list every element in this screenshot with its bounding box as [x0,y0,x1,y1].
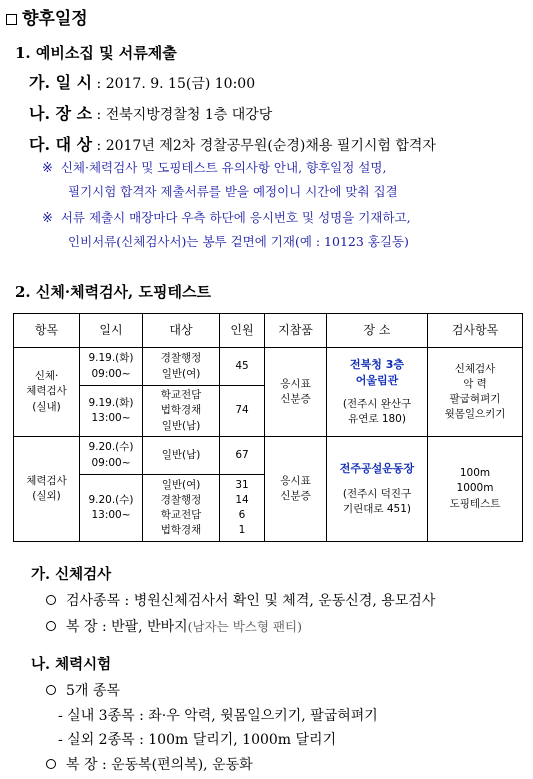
cell-line: 9.20.(수) [88,441,134,454]
cell-line: 도핑테스트 [449,497,501,510]
date-line [29,70,255,93]
cell-line: 9.19.(화) [88,396,134,409]
count-cell: 67 [220,437,265,475]
item-text: 검사종목 : 병원신체검사서 확인 및 체격, 운동신경, 용모검사 [66,593,436,609]
cell-line: 13:00~ [91,412,131,424]
date-label: 가. 일 시 [29,73,93,92]
target-value: : 2017년 제2차 경찰공무원(순경)채용 필기시험 합격자 [96,138,436,154]
item-text: 복 장 : 반팔, 반바지 [66,619,188,635]
date-cell [80,437,143,475]
cell-line: (실외) [32,490,61,502]
note-text: 신체·체력검사 및 도핑테스트 유의사항 안내, 향후일정 설명, [60,160,387,175]
cell-line: 응시표 [280,377,311,390]
na-events [46,680,120,700]
na-sub-2: - 실외 2종목 : 100m 달리기, 1000m 달리기 [58,732,337,748]
table-row [14,437,523,475]
bullet-circle-icon [46,595,56,605]
ga-item-1 [46,590,435,610]
cell-line: 학교전담 [160,509,202,521]
cell-line: 14 [235,493,249,506]
place-name: 어울림관 [355,373,399,387]
item-cell [14,348,80,437]
cell-line: 6 [238,509,246,521]
item-note: (남자는 박스형 팬티) [187,619,302,634]
note-1-line-1 [42,158,386,176]
date-cell [80,475,143,542]
cell-line: (실내) [32,400,61,413]
cell-line: 경찰행정 [160,493,202,506]
schedule-table [13,313,523,542]
note-2-line-2: 인비서류(신체검사서)는 봉투 겉면에 기재(예 : 10123 홍길동) [68,234,409,249]
cell-line: 09:00~ [91,367,131,380]
na-attire [46,754,253,774]
target-cell: 일반(남) [143,437,220,475]
target-cell [143,475,220,542]
cell-line: 체력검사 [26,474,67,487]
cell-line: 1 [238,524,246,537]
target-label: 다. 대 상 [29,135,93,154]
tests-cell [428,348,523,437]
cell-line: 일반(여) [161,367,201,380]
checkbox-square-icon [6,14,17,25]
cell-line: 9.19.(화) [88,352,134,365]
section1-heading: 1. 예비소집 및 서류제출 [15,44,177,62]
table-header-row [14,314,523,348]
place-label: 나. 장 소 [29,104,93,123]
date-cell [80,386,143,437]
cell-line: 31 [235,478,249,491]
col-header: 검사항목 [428,314,523,348]
place-name: 전북청 3층 [350,357,404,371]
note-2-line-1 [42,208,411,226]
bullet-circle-icon [46,759,56,769]
target-line [29,132,436,155]
bring-cell [265,348,327,437]
cell-line: 신분증 [280,490,311,502]
cell-line: 팔굽혀펴기 [449,393,501,405]
cell-line: 법학경채 [160,524,202,537]
note-1-line-2: 필기시험 합격자 제출서류를 받을 예정이니 시간에 맞춰 집결 [68,184,398,199]
section2-heading: 2. 신체·체력검사, 도핑테스트 [15,283,211,301]
col-header: 장 소 [327,314,428,348]
subsection-na-heading: 나. 체력시험 [31,656,112,673]
cell-line: 100m [459,467,491,480]
cell-line: 09:00~ [91,456,131,469]
cell-line: 응시표 [280,474,311,487]
col-header: 항목 [14,314,80,348]
place-name: 전주공설운동장 [339,461,415,475]
cell-line: 1000m [456,482,494,495]
cell-line: 악 력 [463,377,487,390]
col-header: 대상 [143,314,220,348]
page-title: 향후일정 [22,9,88,29]
ga-item-2 [46,616,302,636]
target-cell [143,386,220,437]
place-cell [327,348,428,437]
item-text: 5개 종목 [66,683,120,699]
date-cell [80,348,143,386]
reference-mark-icon: ※ [42,161,53,176]
place-value: : 전북지방경찰청 1층 대강당 [96,107,273,123]
count-cell: 45 [220,348,265,386]
cell-line: 경찰행정 [160,352,202,365]
cell-line: 학교전담 [160,389,202,402]
tests-cell [428,437,523,542]
cell-line: 법학경채 [160,404,202,417]
note-text: 서류 제출시 매장마다 우측 하단에 응시번호 및 성명을 기재하고, [60,210,411,225]
cell-line: 윗몸일으키기 [444,408,506,421]
place-address: (전주시 완산구 [342,397,412,410]
cell-line: 일반(남) [161,419,201,432]
cell-line: 체력검사 [26,385,67,398]
item-text: 복 장 : 운동복(편의복), 운동화 [66,757,253,773]
cell-line: 신체· [34,370,59,383]
cell-line: 신체검사 [454,362,496,375]
col-header: 인원 [220,314,265,348]
place-address: 기린대로 451) [342,502,412,515]
bring-cell [265,437,327,542]
cell-line: 신분증 [280,393,311,405]
table-row [14,348,523,386]
item-cell [14,437,80,542]
count-cell: 74 [220,386,265,437]
col-header: 일시 [80,314,143,348]
count-cell [220,475,265,542]
col-header: 지참품 [265,314,327,348]
target-cell [143,348,220,386]
place-line [29,101,272,124]
na-sub-1: - 실내 3종목 : 좌·우 악력, 윗몸일으키기, 팔굽혀펴기 [58,708,378,724]
cell-line: 9.20.(수) [88,493,134,506]
reference-mark-icon: ※ [42,211,53,226]
bullet-circle-icon [46,685,56,695]
page-heading [6,4,88,29]
place-address: (전주시 덕진구 [342,487,412,500]
cell-line: 일반(여) [161,478,201,491]
bullet-circle-icon [46,621,56,631]
place-cell [327,437,428,542]
date-value: : 2017. 9. 15(금) 10:00 [96,76,256,92]
place-address: 유연로 180) [348,412,406,425]
subsection-ga-heading: 가. 신체검사 [31,566,112,583]
cell-line: 13:00~ [91,509,131,521]
